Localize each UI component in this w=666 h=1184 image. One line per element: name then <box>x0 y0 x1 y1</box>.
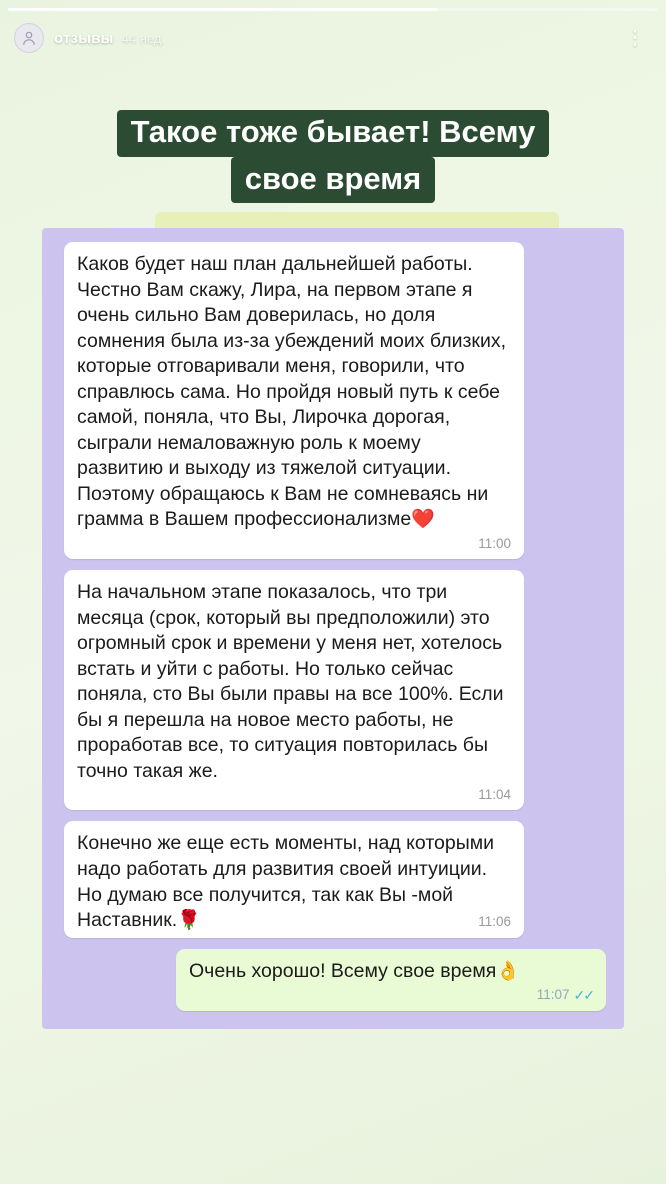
message-meta <box>77 786 511 802</box>
chat-message-incoming-2 <box>64 570 524 810</box>
heart-emoji: ❤️ <box>411 509 435 531</box>
headline <box>0 110 666 203</box>
message-text: Каков будет наш план дальнейшей работы. Честно Вам скажу, Лира, на первом этапе я очень сильно Вам доверилась, но доля сомнения была из-за убеждений моих близких, которые отговаривали меня, говорили, что справлюсь сама. Но пройдя новый путь к себе самой, поняла, что Вы, Лирочка дорогая, сыграли немаловажную роль к моему развитию и выходу из тяжелой ситуации. Поэтому обращаюсь к Вам не сомневаясь ни грамма в Вашем профессионализме❤️ <box>77 253 512 531</box>
person-icon <box>20 29 38 47</box>
kebab-menu-icon[interactable]: ⋮ <box>625 27 646 49</box>
message-time: 11:00 <box>478 535 511 551</box>
story-progress-fill <box>8 8 437 11</box>
read-receipt-icon: ✓✓ <box>573 986 593 1003</box>
message-text: Конечно же еще есть моменты, над которыми надо работать для развития своей интуиции. Но думаю все получится, так как Вы -мой Наставник.🌹 <box>77 832 500 932</box>
message-text: Очень хорошо! Всему свое время👌 <box>189 959 520 982</box>
message-time: 11:04 <box>478 786 511 802</box>
chat-message-incoming-3 <box>64 821 524 937</box>
rose-emoji: 🌹 <box>177 910 201 932</box>
chat-screenshot <box>42 228 624 1029</box>
story-progress-bar <box>8 8 658 11</box>
chat-message-outgoing-1 <box>176 949 606 1011</box>
message-meta <box>189 987 593 1003</box>
message-text: На начальном этапе показалось, что три месяца (срок, который вы предположили) это огромный срок и времени у меня нет, хотелось встать и уйти с работы. Но только сейчас поняла, сто Вы были правы на все 100%. Если бы я перешла на новое место работы, не проработав все, то ситуация повторилась бы точно такая же. <box>77 581 509 782</box>
headline-line-2: свое время <box>231 157 436 204</box>
message-meta <box>77 535 511 551</box>
ok-hand-emoji: 👌 <box>496 960 520 982</box>
message-time: 11:06 <box>478 914 511 930</box>
chat-message-incoming-1 <box>64 242 524 559</box>
avatar[interactable] <box>14 23 44 53</box>
headline-line-1: Такое тоже бывает! Всему <box>117 110 550 157</box>
story-header <box>0 16 666 60</box>
story-timestamp: 44 нед. <box>121 30 166 46</box>
message-time: 11:07 <box>536 987 570 1003</box>
account-name[interactable]: отзывы <box>54 29 114 47</box>
